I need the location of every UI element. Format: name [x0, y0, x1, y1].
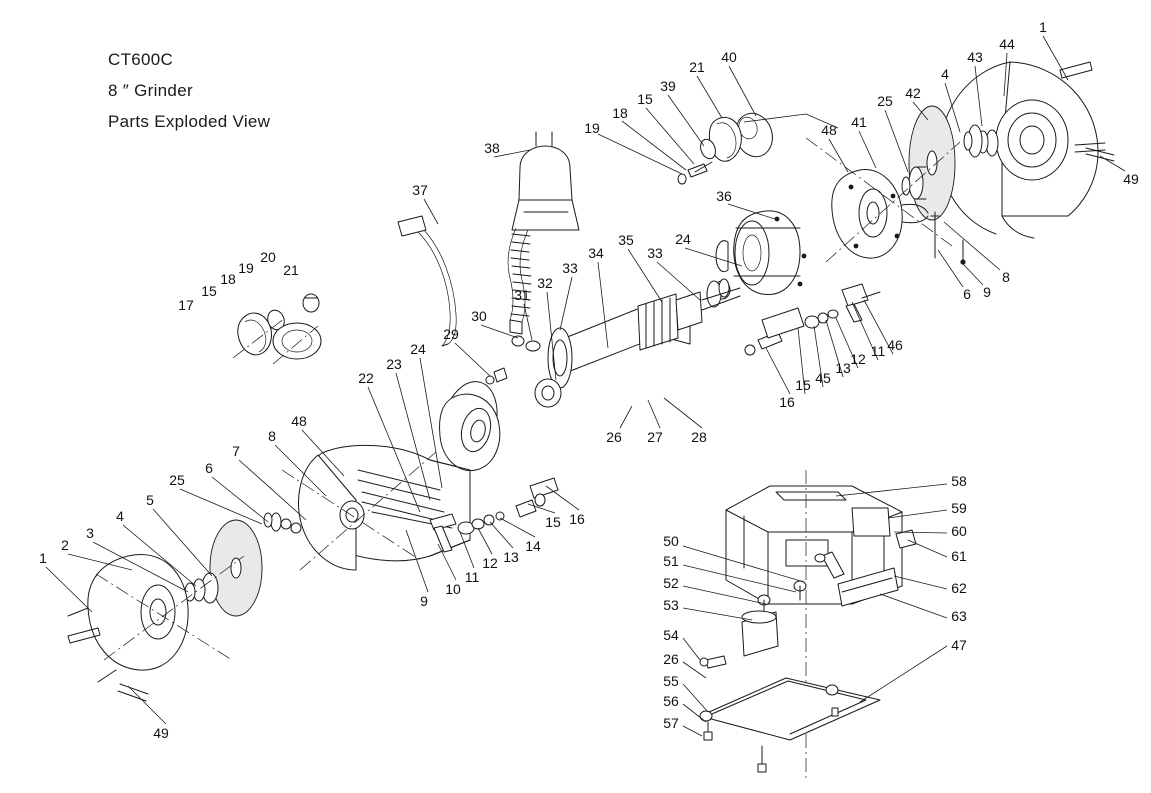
callout-7: 7: [232, 443, 240, 459]
callout-55: 55: [663, 673, 679, 689]
callout-15: 15: [201, 283, 217, 299]
callout-29: 29: [443, 326, 459, 342]
callout-19: 19: [584, 120, 600, 136]
callout-16: 16: [779, 394, 795, 410]
group-left-switch: [233, 294, 321, 364]
callout-51: 51: [663, 553, 679, 569]
callout-12: 12: [482, 555, 498, 571]
model-label: CT600C: [108, 50, 174, 69]
callout-25: 25: [877, 93, 893, 109]
callout-43: 43: [967, 49, 983, 65]
callout-26: 26: [663, 651, 679, 667]
callout-19: 19: [238, 260, 254, 276]
callout-3: 3: [86, 525, 94, 541]
callout-6: 6: [205, 460, 213, 476]
callout-9: 9: [983, 284, 991, 300]
callout-24: 24: [675, 231, 691, 247]
callout-54: 54: [663, 627, 679, 643]
callout-56: 56: [663, 693, 679, 709]
callout-31: 31: [514, 287, 530, 303]
callout-28: 28: [691, 429, 707, 445]
subject-label: 8 ″ Grinder: [108, 81, 193, 100]
callout-17: 17: [178, 297, 194, 313]
callout-21: 21: [689, 59, 705, 75]
callout-21: 21: [283, 262, 299, 278]
callout-8: 8: [268, 428, 276, 444]
callout-15: 15: [795, 377, 811, 393]
callout-24: 24: [410, 341, 426, 357]
callout-52: 52: [663, 575, 679, 591]
callout-10: 10: [445, 581, 461, 597]
callout-4: 4: [116, 508, 124, 524]
callout-13: 13: [503, 549, 519, 565]
callout-4: 4: [941, 66, 949, 82]
callout-48: 48: [291, 413, 307, 429]
callout-1: 1: [1039, 19, 1047, 35]
callout-15: 15: [545, 514, 561, 530]
callout-25: 25: [169, 472, 185, 488]
callout-61: 61: [951, 548, 967, 564]
callout-49: 49: [153, 725, 169, 741]
callout-27: 27: [647, 429, 663, 445]
callout-42: 42: [905, 85, 921, 101]
callout-20: 20: [260, 249, 276, 265]
callout-13: 13: [835, 360, 851, 376]
callout-2: 2: [61, 537, 69, 553]
callout-18: 18: [612, 105, 628, 121]
callout-59: 59: [951, 500, 967, 516]
callout-60: 60: [951, 523, 967, 539]
callout-44: 44: [999, 36, 1015, 52]
callout-39: 39: [660, 78, 676, 94]
callout-62: 62: [951, 580, 967, 596]
callout-33: 33: [562, 260, 578, 276]
callout-34: 34: [588, 245, 604, 261]
callout-38: 38: [484, 140, 500, 156]
callout-11: 11: [870, 343, 886, 359]
callout-48: 48: [821, 122, 837, 138]
callout-45: 45: [815, 370, 831, 386]
callout-23: 23: [386, 356, 402, 372]
callout-32: 32: [537, 275, 553, 291]
callout-58: 58: [951, 473, 967, 489]
group-lamp-and-cord: [398, 132, 579, 346]
callout-50: 50: [663, 533, 679, 549]
callout-46: 46: [887, 337, 903, 353]
callout-26: 26: [606, 429, 622, 445]
callout-14: 14: [525, 538, 541, 554]
callout-9: 9: [420, 593, 428, 609]
callout-18: 18: [220, 271, 236, 287]
callout-33: 33: [647, 245, 663, 261]
leader-lines: [46, 36, 1125, 736]
callout-22: 22: [358, 370, 374, 386]
callout-11: 11: [464, 569, 480, 585]
callout-63: 63: [951, 608, 967, 624]
callout-15: 15: [637, 91, 653, 107]
callout-5: 5: [146, 492, 154, 508]
callout-35: 35: [618, 232, 634, 248]
callout-8: 8: [1002, 269, 1010, 285]
callout-53: 53: [663, 597, 679, 613]
callout-57: 57: [663, 715, 679, 731]
callout-37: 37: [412, 182, 428, 198]
callout-6: 6: [963, 286, 971, 302]
callout-36: 36: [716, 188, 732, 204]
callout-12: 12: [850, 351, 866, 367]
group-right-wheel-guard: [806, 62, 1114, 265]
callout-1: 1: [39, 550, 47, 566]
callout-30: 30: [471, 308, 487, 324]
callout-41: 41: [851, 114, 867, 130]
callout-49: 49: [1123, 171, 1139, 187]
callout-16: 16: [569, 511, 585, 527]
group-base-assembly: [700, 470, 916, 782]
callout-40: 40: [721, 49, 737, 65]
drawing-type-label: Parts Exploded View: [108, 112, 271, 131]
callout-47: 47: [951, 637, 967, 653]
